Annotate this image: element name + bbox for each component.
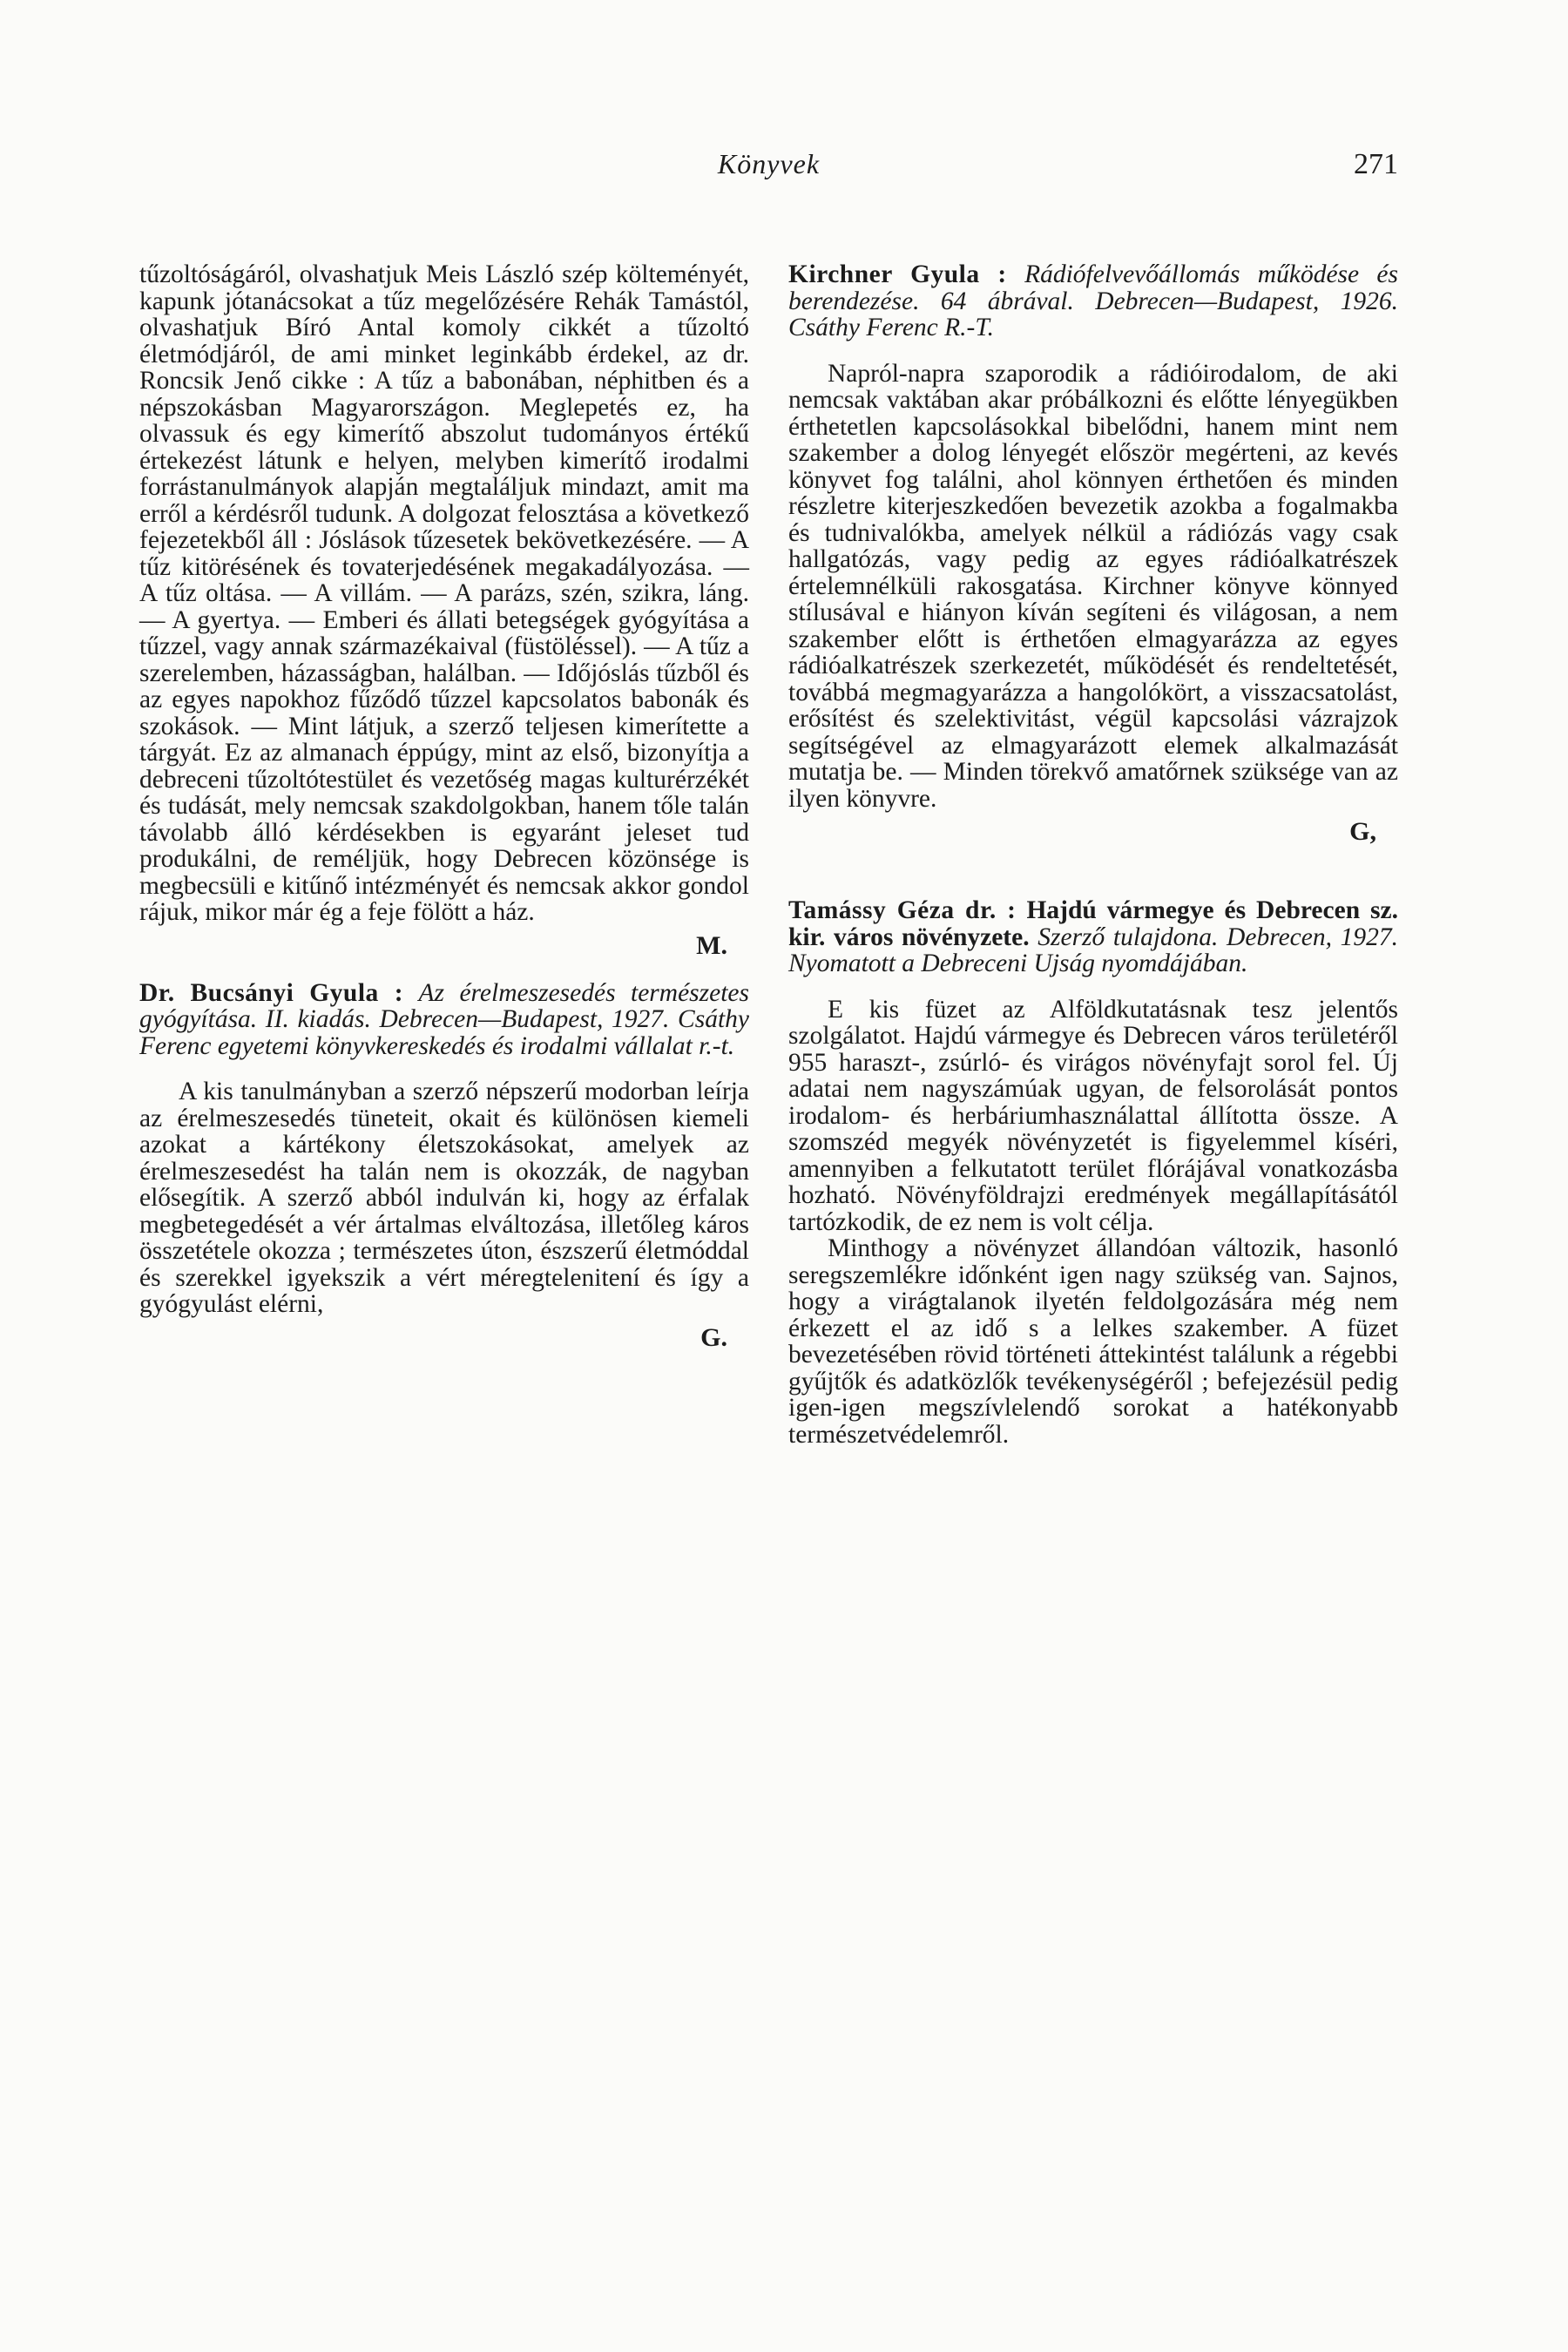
review-body: Napról-napra szaporodik a rádióirodalom, de aki nemcsak vaktában akar próbálkozni és előtte lényegükben érthetetlen kapcsolásokkal bibelődni, hanem mint nem szakember a dolog lényegét először megérteni, az kevés könyvet fog találni, ahol könnyen érthetően és minden részletre kiterjeszkedően bevezetik azokba a fogalmakba és tudnivalókba, amelyek nélkül a rádiózás vagy csak hallgatózás, vagy pedig az egyes rádióalkatrészek értelemnélküli rakosgatása. Kirchner könyve könnyed stílusával e hiányon kíván segíteni és világosan, a nem szakember előtt is érthetően elmagyarázza az egyes rádióalkatrészek szerkezetét, működését és rendeltetését, továbbá megmagyarázza a hangolókört, a visszacsatolást, erősítést és szelektivitást, végül kapcsolási vázrajzok segítségével az elmagyarázott elemek alkalmazását mutatja be. — Minden törekvő amatőrnek szüksége van az ilyen könyvre.	[788, 359, 1398, 813]
right-column	[788, 261, 1398, 1448]
page-number: 271	[1354, 148, 1398, 180]
review-signature: M.	[696, 930, 727, 960]
review-author: Tamássy Géza dr. :	[788, 896, 1017, 924]
review-body: A kis tanulmányban a szerző népszerű modorban leírja az érelmeszesedés tüneteit, okait és különösen kiemeli azokat a kártékony életszokásokat, amelyek az érelmeszesedést ha talán nem is okozzák, de nagyban elősegítik. A szerző abból indulván ki, hogy az érfalak megbetegedését a vér ártalmas elváltozása, illetőleg káros összetétele okozza ; természetes úton, észszerű életmóddal és szerekkel igyekszik a vért méregtelenitení és így a gyógyulást elérni,	[139, 1078, 749, 1318]
review-book-title: Hajdú vármegye és Debrecen sz. kir. város növényzete.	[788, 896, 1398, 951]
review-author: Kirchner Gyula :	[788, 260, 1007, 288]
left-column	[139, 261, 749, 1353]
review-publication-info: Szerző tulajdona. Debrecen, 1927. Nyomatott a Debreceni Ujság nyomdájában.	[788, 923, 1399, 977]
review-heading	[788, 897, 1398, 977]
review-body-paragraph: E kis füzet az Alföldkutatásnak tesz jelentős szolgálatot. Hajdú vármegye és Debrecen város területéről 955 haraszt-, zsúrló- és virágos növényfajt sorol fel. Új adatai nem nagyszámúak ugyan, de felsorolását pontos irodalom- és herbáriumhasználattal állította össze. A szomszéd megyék növényzetét is figyelemmel kíséri, amennyiben a felkutatott terület flórájával vonatkozásba hozható. Növényföldrajzi eredmények megállapításától tartózkodik, de ez nem is volt célja.	[788, 995, 1398, 1236]
running-head: Könyvek	[717, 148, 821, 179]
review-heading	[139, 980, 749, 1060]
review-book-title: Rádiófelvevőállomás működése és berendezése. 64 ábrával. Debrecen—Budapest, 1926. Csáthy Ferenc R.-T.	[788, 260, 1398, 341]
review-author: Dr. Bucsányi Gyula :	[139, 978, 404, 1007]
review-signature: G.	[700, 1322, 727, 1352]
continued-review-text: tűzoltóságáról, olvashatjuk Meis László szép költeményét, kapunk jótanácsokat a tűz megelőzésére Rehák Tamástól, olvashatjuk Bíró Antal komoly cikkét a tűzoltó életmódjáról, de ami minket leginkább érdekel, az dr. Roncsik Jenő cikke : A tűz a babonában, néphitben és a népszokásban Magyarországon. Meglepetés ez, ha olvassuk és egy kimerítő abszolut tudományos értékű értekezést látunk e helyen, melyben kimerítő irodalmi forrástanulmányok alapján megtaláljuk mindazt, amit ma erről a kérdésről tudunk. A dolgozat felosztása a következő fejezetekből áll : Jóslások tűzesetek bekövetkezésére. — A tűz kitörésének és tovaterjedésének megakadályozása. — A tűz oltása. — A villám. — A parázs, szén, szikra, láng. — A gyertya. — Emberi és állati betegségek gyógyítása a tűzzel, vagy annak származékaival (füstöléssel). — A tűz a szerelemben, házasságban, halálban. — Időjóslás tűzből és az egyes napokhoz fűződő tűzzel kapcsolatos babonák és szokások. — Mint látjuk, a szerző teljesen kimerítette a tárgyát. Ez az almanach éppúgy, mint az első, bizonyítja a debreceni tűzoltótestület és vezetőség magas kulturérzékét és tudását, mely nemcsak szakdolgokban, hanem tőle talán távolabb álló kérdésekben is egyaránt jeleset tud produkálni, de reméljük, hogy Debrecen közönsége is megbecsüli e kitűnő intézményét és nemcsak akkor gondol rájuk, mikor már ég a feje fölött a ház.	[139, 260, 749, 926]
review-heading	[788, 261, 1398, 341]
review-book-title: Az érelmeszesedés természetes gyógyítása. II. kiadás. Debrecen—Budapest, 1927. Csáthy Ferenc egyetemi könyvkereskedés és irodalmi vállalat r.-t.	[139, 978, 750, 1060]
review-body-paragraph: Minthogy a növényzet állandóan változik, hasonló seregszemlékre időnként igen nagy szükség van. Sajnos, hogy a virágtalanok ilyetén feldolgozására még nem érkezett el az idő s a lelkes szakember. A füzet bevezetésében rövid történeti áttekintést találunk a régebbi gyűjtők és adatközlők tevékenységéről ; befejezésül pedig igen-igen megszívlelendő sorokat a hatékonyabb természetvédelemről.	[788, 1234, 1398, 1449]
review-signature: G,	[1349, 817, 1376, 846]
page-header	[139, 148, 1398, 192]
